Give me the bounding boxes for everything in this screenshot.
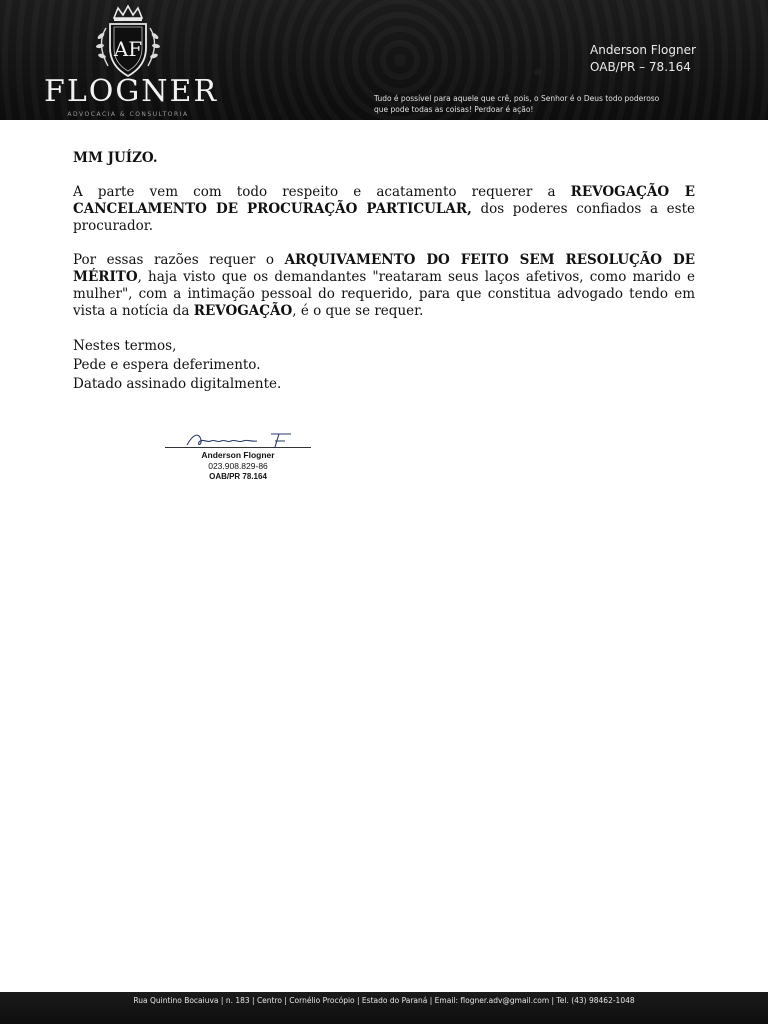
closing-line-1: Nestes termos, [73,338,177,354]
para2-text-3: , é o que se requer. [292,303,424,319]
document-body [73,150,695,394]
signature-name: Anderson Flogner [201,450,275,460]
paragraph-archiving [73,252,695,320]
brand-subtitle: ADVOCACIA & CONSULTORIA [67,111,189,118]
letterhead-header [0,0,768,120]
para2-text-2: , haja visto que os demandantes "reataram seus laços afetivos, como marido e mulher", com a intimação pessoal do requerido, para que constitua advogado tendo em vista a notícia da [73,269,695,319]
para1-text-1: A parte vem com todo respeito e acatamento requerer a [73,184,571,200]
header-lawyer-name: Anderson Flogner [590,43,696,57]
letterhead-footer [0,992,768,1024]
brand-name: FLOGNER [44,74,219,109]
para1-text-2: dos poderes confiados a este procurador. [73,201,695,234]
closing-line-2: Pede e espera deferimento. [73,357,261,373]
signature-line [165,447,311,448]
greeting: MM JUÍZO. [73,150,158,166]
closing-block [73,337,695,394]
signature-cpf: 023.908.829-86 [208,461,268,471]
para2-text-1: Por essas razões requer o [73,252,285,268]
signature-block [165,430,311,482]
quote-line-2: que pode todas as coisas! Perdoar é ação! [374,105,534,114]
quote-line-1: Tudo é possível para aquele que crê, pois, o Senhor é o Deus todo poderoso [374,94,660,103]
footer-address: Rua Quintino Bocaiuva | n. 183 | Centro | Cornélio Procópio | Estado do Paraná | Email: flogner.adv@gmail.com | Tel. (43) 98462-1048 [133,996,635,1005]
header-oab-number: OAB/PR – 78.164 [590,60,691,74]
paragraph-revocation [73,184,695,235]
para2-bold-2: REVOGAÇÃO [193,303,293,319]
svg-text:AF: AF [113,37,143,61]
para1-bold-1: REVOGAÇÃO E CANCELAMENTO DE PROCURAÇÃO PARTICULAR, [73,184,695,217]
closing-line-3: Datado assinado digitalmente. [73,376,282,392]
para2-bold-1: ARQUIVAMENTO DO FEITO SEM RESOLUÇÃO DE MÉRITO [73,252,695,285]
header-quote [374,93,704,115]
crest-logo-icon [86,4,170,82]
signature-oab: OAB/PR 78.164 [209,472,267,481]
